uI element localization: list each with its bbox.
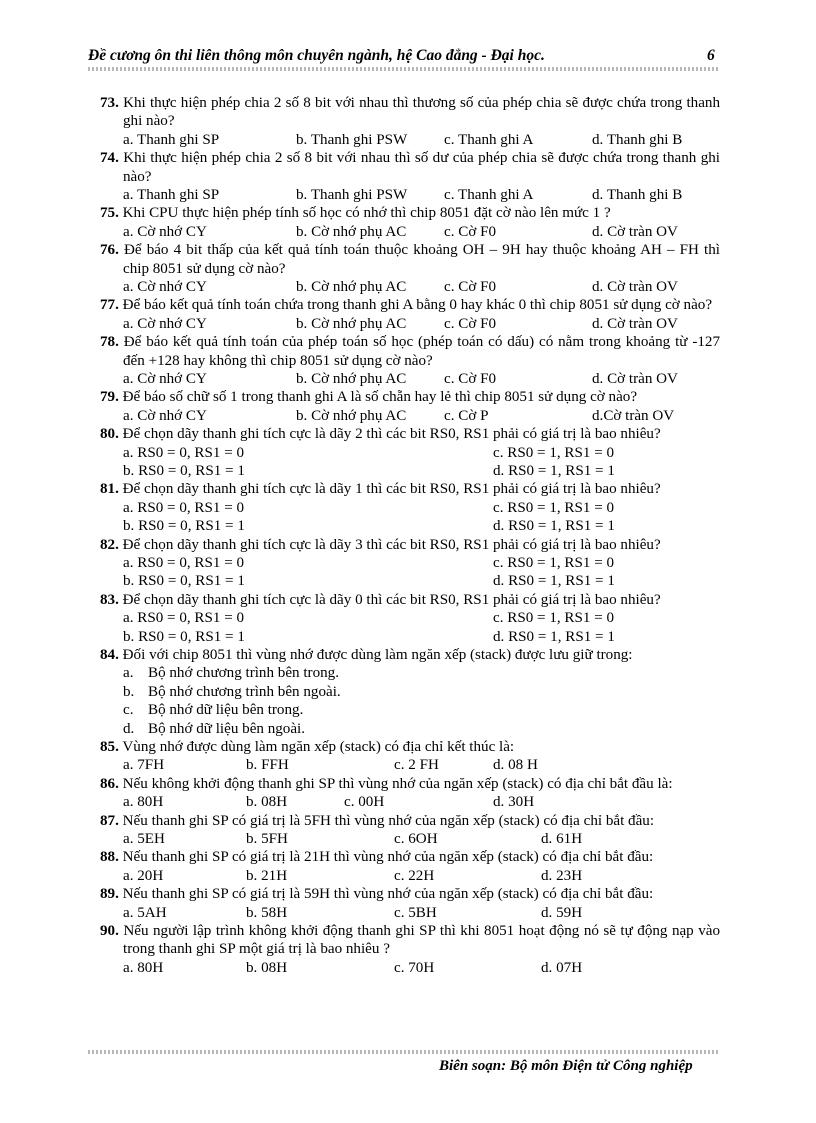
header-divider [88,67,718,71]
option-b: b. RS0 = 0, RS1 = 1 [123,573,245,590]
question-text [100,591,720,609]
option-a: a. Thanh ghi SP [123,187,220,204]
question-89 [100,885,720,922]
option-b: b. RS0 = 0, RS1 = 1 [123,463,245,479]
option-c: c. Cờ F0 [444,279,497,296]
option-label: b. [123,683,135,700]
option-c: c. 2 FH [394,757,439,774]
option-a [100,664,720,682]
answer-options [100,370,720,388]
option-d: d. RS0 = 1, RS1 = 1 [493,573,615,590]
question-text [100,922,720,959]
option-b: b. 5FH [246,830,288,847]
option-d: d. 23H [541,867,583,884]
question-list [100,94,720,977]
question-text [100,646,720,664]
question-number: 74. [100,150,119,167]
option-b: b. 08H [246,794,288,811]
option-a: a. Cờ nhớ CY [123,371,207,388]
option-c: c. RS0 = 1, RS1 = 0 [493,499,615,516]
question-number: 88. [100,849,119,866]
option-d: d. 08 H [493,757,538,774]
question-number: 73. [100,95,119,111]
question-body: Để chọn dãy thanh ghi tích cực là dãy 1 thì các bit RS0, RS1 phải có giá trị là bao nhiêu? [122,481,661,498]
question-73 [100,94,720,149]
question-body: Để chọn dãy thanh ghi tích cực là dãy 2 thì các bit RS0, RS1 phải có giá trị là bao nhiêu? [122,426,661,443]
option-a: a. 7FH [123,757,165,774]
option-b: b. 21H [246,867,288,884]
question-text [100,738,720,756]
answer-options [100,959,720,977]
question-number: 83. [100,591,119,608]
answer-options [100,278,720,296]
option-a: a. 20H [123,867,164,884]
answer-options [100,867,720,885]
option-c [100,701,720,719]
option-d: d. Thanh ghi B [592,131,683,148]
option-d [100,720,720,738]
option-c: c. RS0 = 1, RS1 = 0 [493,444,615,461]
option-b: b. Cờ nhớ phụ AC [296,315,407,332]
option-text: Bộ nhớ dữ liệu bên ngoài. [148,720,306,737]
option-c: c. RS0 = 1, RS1 = 0 [493,554,615,571]
option-text: Bộ nhớ chương trình bên ngoài. [148,683,341,700]
option-c: c. Cờ F0 [444,315,497,332]
option-a: a. Cờ nhớ CY [123,279,207,296]
question-text [100,94,720,131]
question-text [100,425,720,443]
option-b: b. Cờ nhớ phụ AC [296,371,407,388]
question-text [100,536,720,554]
question-number: 77. [100,297,119,314]
question-85 [100,738,720,775]
question-body: Khi CPU thực hiện phép tính số học có nhớ thì chip 8051 đặt cờ nào lên mức 1 ? [122,205,611,222]
question-body: Để chọn dãy thanh ghi tích cực là dãy 0 thì các bit RS0, RS1 phải có giá trị là bao nhiêu? [122,591,661,608]
option-b: b. 58H [246,904,288,921]
question-body: Để chọn dãy thanh ghi tích cực là dãy 3 thì các bit RS0, RS1 phải có giá trị là bao nhiêu? [122,536,661,553]
option-d: d. Cờ tràn OV [592,279,678,296]
option-a: a. RS0 = 0, RS1 = 0 [123,499,245,516]
option-b: b. Cờ nhớ phụ AC [296,279,407,296]
option-d: d. 07H [541,959,583,976]
option-c: c. Thanh ghi A [444,187,534,204]
answer-list [100,664,720,738]
option-d: d. Cờ tràn OV [592,223,678,240]
question-text [100,296,720,314]
question-body: Để báo số chữ số 1 trong thanh ghi A là số chẵn hay lẻ thì chip 8051 sử dụng cờ nào? [122,389,638,406]
page-footer: Biên soạn: Bộ môn Điện tử Công nghiệp [439,1058,693,1074]
question-text [100,388,720,406]
option-label: a. [123,665,134,682]
option-d: d.Cờ tràn OV [592,407,675,424]
question-number: 79. [100,389,119,406]
answer-options-row-2 [100,462,720,480]
question-number: 76. [100,242,119,259]
option-c: c. 6OH [394,830,438,847]
option-d: d. RS0 = 1, RS1 = 1 [493,628,615,645]
option-a: a. RS0 = 0, RS1 = 0 [123,554,245,571]
answer-options-row-1 [100,609,720,627]
question-text [100,149,720,186]
answer-options [100,315,720,333]
option-c: c. 70H [394,959,435,976]
question-number: 80. [100,426,119,443]
question-number: 89. [100,886,119,903]
question-81 [100,480,720,535]
question-79 [100,388,720,425]
option-b: b. RS0 = 0, RS1 = 1 [123,518,245,535]
answer-options-row-2 [100,572,720,590]
question-number: 86. [100,775,119,792]
option-label: c. [123,702,134,719]
option-d: d. RS0 = 1, RS1 = 1 [493,463,615,479]
option-d: d. 59H [541,904,583,921]
option-a: a. Cờ nhớ CY [123,315,207,332]
question-body: Để báo kết quả tính toán của phép toán số học (phép toán có dấu) có nằm trong khoảng từ -127 đến +128 hay không thì chip 8051 sử dụng cờ nào? [123,334,720,369]
question-body: Khi thực hiện phép chia 2 số 8 bit với nhau thì thương số của phép chia sẽ được chứa trong thanh ghi nào? [123,95,720,130]
option-label: d. [123,720,135,737]
question-88 [100,848,720,885]
question-text [100,848,720,866]
option-text: Bộ nhớ dữ liệu bên trong. [148,702,304,719]
page-number: 6 [707,47,715,64]
option-b: b. Thanh ghi PSW [296,131,408,148]
option-d: d. Cờ tràn OV [592,371,678,388]
option-b: b. 08H [246,959,288,976]
question-87 [100,812,720,849]
option-a: a. Cờ nhớ CY [123,223,207,240]
question-86 [100,775,720,812]
page-header-title: Đề cương ôn thi liên thông môn chuyên ngành, hệ Cao đẳng - Đại học. [88,47,545,64]
option-d: d. 61H [541,830,583,847]
option-a: a. Thanh ghi SP [123,131,220,148]
question-77 [100,296,720,333]
option-a: a. 5AH [123,904,167,921]
question-text [100,885,720,903]
answer-options [100,407,720,425]
question-body: Nếu người lập trình không khởi động thanh ghi SP thì khi 8051 hoạt động nó sẽ tự động nạp vào trong thanh ghi SP một giá trị là bao nhiêu ? [123,922,720,958]
question-text [100,241,720,278]
question-text [100,333,720,370]
question-body: Nếu không khởi động thanh ghi SP thì vùng nhớ của ngăn xếp (stack) có địa chỉ bắt đầu là: [122,775,673,792]
question-body: Nếu thanh ghi SP có giá trị là 21H thì vùng nhớ của ngăn xếp (stack) có địa chỉ bắt đầu: [122,849,654,866]
question-number: 75. [100,205,119,222]
question-body: Đối với chip 8051 thì vùng nhớ được dùng làm ngăn xếp (stack) được lưu giữ trong: [122,646,633,663]
question-78 [100,333,720,388]
option-d: d. Thanh ghi B [592,187,683,204]
option-d: d. 30H [493,794,535,811]
option-b: b. Cờ nhớ phụ AC [296,223,407,240]
question-text [100,812,720,830]
answer-options [100,830,720,848]
answer-options [100,186,720,204]
option-b: b. FFH [246,757,289,774]
option-b: b. Cờ nhớ phụ AC [296,407,407,424]
option-c: c. 00H [344,794,385,811]
question-84 [100,646,720,738]
question-text [100,480,720,498]
answer-options [100,793,720,811]
option-c: c. Cờ P [444,407,489,424]
option-a: a. RS0 = 0, RS1 = 0 [123,610,245,627]
answer-options [100,756,720,774]
question-82 [100,536,720,591]
answer-options-row-2 [100,517,720,535]
option-c: c. Cờ F0 [444,223,497,240]
question-number: 78. [100,334,119,351]
option-a: a. 80H [123,959,164,976]
question-75 [100,204,720,241]
option-text: Bộ nhớ chương trình bên trong. [148,665,339,682]
answer-options-row-2 [100,628,720,646]
option-d: d. RS0 = 1, RS1 = 1 [493,518,615,535]
answer-options-row-1 [100,444,720,462]
option-c: c. 5BH [394,904,437,921]
option-b: b. RS0 = 0, RS1 = 1 [123,628,245,645]
question-83 [100,591,720,646]
answer-options-row-1 [100,499,720,517]
question-number: 87. [100,812,119,829]
question-number: 85. [100,738,119,755]
question-76 [100,241,720,296]
question-number: 90. [100,922,119,939]
question-body: Nếu thanh ghi SP có giá trị là 5FH thì vùng nhớ của ngăn xếp (stack) có địa chỉ bắt đầu: [122,812,655,829]
question-text [100,204,720,222]
option-a: a. 5EH [123,830,165,847]
question-number: 84. [100,646,119,663]
option-a: a. 80H [123,794,164,811]
option-b: b. Thanh ghi PSW [296,187,408,204]
question-80 [100,425,720,480]
answer-options [100,131,720,149]
option-c: c. RS0 = 1, RS1 = 0 [493,610,615,627]
question-body: Khi thực hiện phép chia 2 số 8 bit với nhau thì số dư của phép chia sẽ được chứa trong thanh ghi nào? [123,150,720,185]
option-d: d. Cờ tràn OV [592,315,678,332]
question-body: Để báo kết quả tính toán chứa trong thanh ghi A bằng 0 hay khác 0 thì chip 8051 sử dụng cờ nào? [122,297,713,314]
answer-options [100,223,720,241]
option-a: a. RS0 = 0, RS1 = 0 [123,444,245,461]
question-text [100,775,720,793]
answer-options-row-1 [100,554,720,572]
question-90 [100,922,720,977]
option-c: c. 22H [394,867,435,884]
option-c: c. Cờ F0 [444,371,497,388]
question-body: Nếu thanh ghi SP có giá trị là 59H thì vùng nhớ của ngăn xếp (stack) có địa chỉ bắt đầu: [122,886,654,903]
question-body: Để báo 4 bit thấp của kết quả tính toán thuộc khoảng OH – 9H hay thuộc khoảng AH – FH thì chip 8051 sử dụng cờ nào? [123,242,720,277]
question-74 [100,149,720,204]
question-number: 81. [100,481,119,498]
question-body: Vùng nhớ được dùng làm ngăn xếp (stack) có địa chỉ kết thúc là: [122,738,515,755]
answer-options [100,904,720,922]
question-number: 82. [100,536,119,553]
option-a: a. Cờ nhớ CY [123,407,207,424]
footer-divider [88,1050,718,1054]
option-c: c. Thanh ghi A [444,131,534,148]
option-b [100,683,720,701]
